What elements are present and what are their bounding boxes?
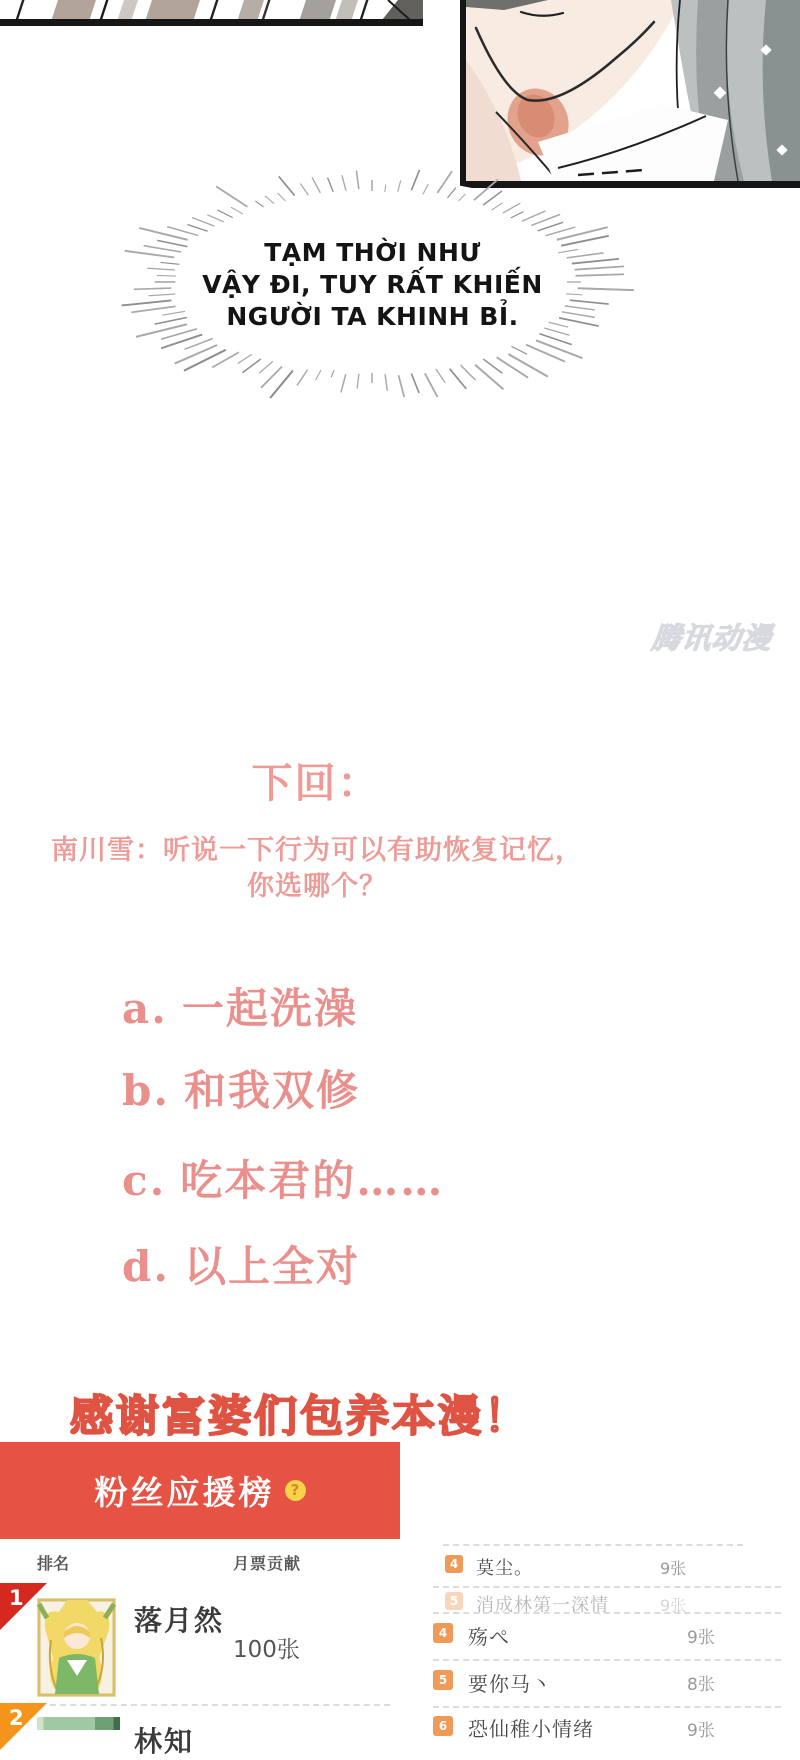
rank-badge: 5 <box>445 1592 463 1610</box>
rank-2-name[interactable]: 林知 <box>134 1720 194 1730</box>
rank-1-avatar[interactable] <box>37 1598 116 1697</box>
panel-border <box>0 19 423 26</box>
supporter-name: 殇ぺ <box>468 1621 510 1650</box>
rank-badge: 6 <box>433 1716 453 1736</box>
option-d-label: d. <box>122 1242 170 1291</box>
option-b-label: b. <box>122 1066 170 1115</box>
rank-badge: 5 <box>433 1670 453 1690</box>
panel-strips-art <box>0 0 423 20</box>
option-b-text: 和我双修 <box>184 1066 360 1115</box>
divider <box>433 1612 781 1614</box>
ticket-count: 9张 <box>660 1556 686 1579</box>
option-c-text: 吃本君的…… <box>180 1156 444 1205</box>
option-a-text: 一起洗澡 <box>182 984 358 1033</box>
question-line-1: 南川雪：听说一下行为可以有助恢复记忆， <box>0 828 634 867</box>
supporter-name: 要你马丶 <box>468 1668 552 1697</box>
divider <box>443 1544 743 1546</box>
fan-leaderboard-banner <box>0 1442 400 1539</box>
rank-badge: 4 <box>433 1623 453 1643</box>
option-c <box>122 1148 444 1208</box>
bubble-text <box>100 237 645 333</box>
divider <box>433 1706 781 1708</box>
ticket-count: 8张 <box>687 1670 715 1695</box>
ticket-count: 9张 <box>660 1593 686 1616</box>
avatar-art <box>37 1598 116 1697</box>
divider <box>50 1704 390 1706</box>
rank-2-avatar[interactable] <box>37 1717 120 1730</box>
option-a <box>122 976 358 1036</box>
ticket-count: 9张 <box>687 1716 715 1741</box>
bubble-line-2: VẬY ĐI, TUY RẤT KHIẾN <box>100 269 645 301</box>
column-contribution: 月票贡献 <box>233 1551 301 1574</box>
option-d <box>122 1234 360 1294</box>
rank-1-value: 100张 <box>233 1631 300 1664</box>
rank-2-number: 2 <box>9 1706 24 1730</box>
tencent-comics-watermark: 腾讯动漫 <box>650 616 774 657</box>
next-chapter-title: 下回： <box>0 750 632 809</box>
rank-1-name[interactable]: 落月然 <box>134 1599 224 1639</box>
ticket-count: 9张 <box>687 1623 715 1648</box>
help-icon[interactable]: ? <box>285 1480 306 1501</box>
supporter-name: 莫尘。 <box>476 1554 533 1580</box>
bubble-line-1: TẠM THỜI NHƯ <box>100 237 645 269</box>
comic-panel-top-left <box>0 0 423 20</box>
speech-bubble-burst <box>100 140 645 425</box>
question-line-2: 你选哪个？ <box>0 864 634 903</box>
divider <box>433 1586 781 1588</box>
rank-1-number: 1 <box>9 1586 24 1610</box>
supporter-name: 消成林第一深情 <box>476 1591 609 1617</box>
leaderboard-title: 粉丝应援榜 <box>95 1467 275 1514</box>
bubble-line-3: NGƯỜI TA KHINH BỈ. <box>100 301 645 333</box>
option-a-label: a. <box>122 984 168 1033</box>
divider <box>433 1659 781 1661</box>
rank-badge: 4 <box>445 1555 463 1573</box>
supporter-name: 恐仙稚小情绪 <box>468 1713 594 1742</box>
thanks-line: 感谢富婆们包养本漫！ <box>70 1383 530 1444</box>
option-c-label: c. <box>122 1156 166 1205</box>
option-b <box>122 1058 360 1118</box>
column-rank: 排名 <box>37 1551 69 1574</box>
option-d-text: 以上全对 <box>184 1242 360 1291</box>
